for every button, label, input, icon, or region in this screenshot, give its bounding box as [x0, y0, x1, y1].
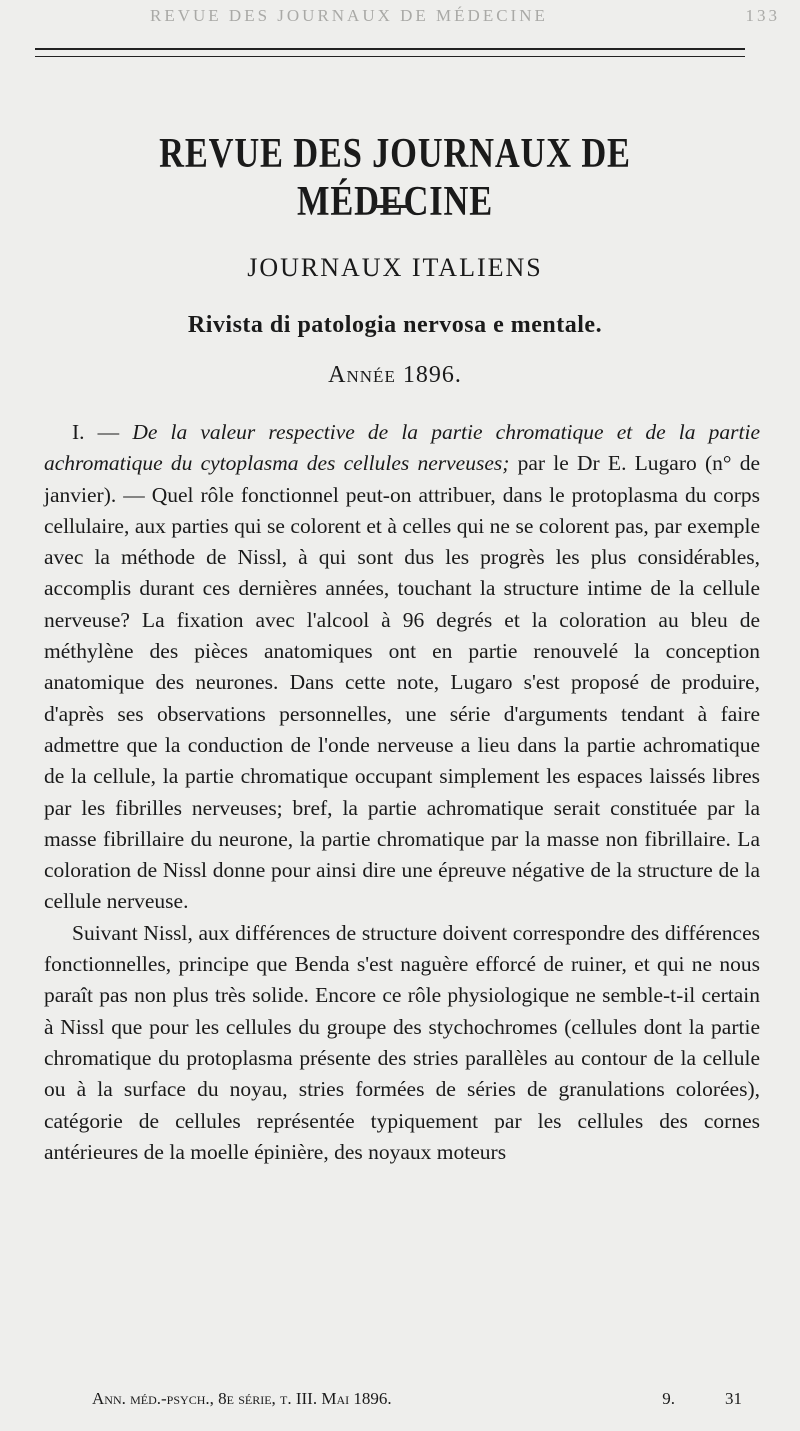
- top-rule-thick: [35, 48, 745, 50]
- article-title-italic: De la valeur respective de la partie chromatique et de la partie achromatique du cytoplasma des cellules nerveuses;: [44, 420, 760, 476]
- running-head: [150, 6, 780, 26]
- title-divider: [372, 205, 410, 208]
- page-title: REVUE DES JOURNAUX DE MÉDECINE: [159, 131, 631, 225]
- running-head-page-number: 133: [745, 6, 780, 25]
- footer-journal-citation: Ann. méd.-psych., 8e série, t. III. Mai 1896.: [92, 1389, 392, 1408]
- footer-right: [662, 1389, 742, 1409]
- paragraph-1-rest: par le Dr E. Lugaro (n° de janvier). — Quel rôle fonctionnel peut-on attribuer, dans le protoplasma du corps cellulaire, aux parties qui se colorent et à celles qui ne se colorent pas, par exemple avec la méthode de Nissl, à qui sont dus les progrès les plus considérables, accomplis durant ces dernières années, touchant la structure intime de la cellule nerveuse? La fixation avec l'alcool à 96 degrés et la coloration au bleu de méthylène des pièces anatomiques ont en partie renouvelé la conception anatomique des neurones. Dans cette note, Lugaro s'est proposé de produire, d'après ses observations personnelles, une série d'arguments tendant à faire admettre que la conduction de l'onde nerveuse a lieu dans la partie achromatique de la cellule, la partie chromatique occupant simplement les espaces laissés libres par les fibrilles nerveuses; bref, la partie achromatique serait constituée par la masse fibrillaire du neurone, la partie chromatique par la masse non fibrillaire. La coloration de Nissl donne pour ainsi dire une épreuve négative de la structure de la cellule nerveuse.: [44, 451, 760, 914]
- paragraph-1-lead: I. —: [72, 420, 133, 444]
- running-head-left: REVUE DES JOURNAUX DE MÉDECINE: [150, 6, 548, 25]
- article-body: [44, 417, 760, 1168]
- paragraph-2: Suivant Nissl, aux différences de structure doivent correspondre des différences fonctionnelles, principe que Benda s'est naguère efforcé de ruiner, et qui ne nous paraît pas non plus très solide. Encore ce rôle physiologique ne semble-t-il certain à Nissl que pour les cellules du groupe des stychochromes (cellules dont la partie chromatique du protoplasma présente des stries parallèles au contour de la cellule ou à la surface du noyau, stries formées de séries de granulations colorées), catégorie de cellules représentée typiquement par les cellules des cornes antérieures de la moelle épinière, des noyaux moteurs: [44, 920, 760, 1164]
- paragraph-1: [44, 417, 760, 918]
- footer-signature: 9.: [662, 1389, 675, 1408]
- top-rule-thin: [35, 56, 745, 57]
- section-title: JOURNAUX ITALIENS: [247, 253, 543, 282]
- footer-page: 31: [725, 1389, 742, 1408]
- journal-title: Rivista di patologia nervosa e mentale.: [187, 312, 603, 338]
- page-footer: [92, 1389, 742, 1409]
- year-heading: Année 1896.: [328, 362, 462, 388]
